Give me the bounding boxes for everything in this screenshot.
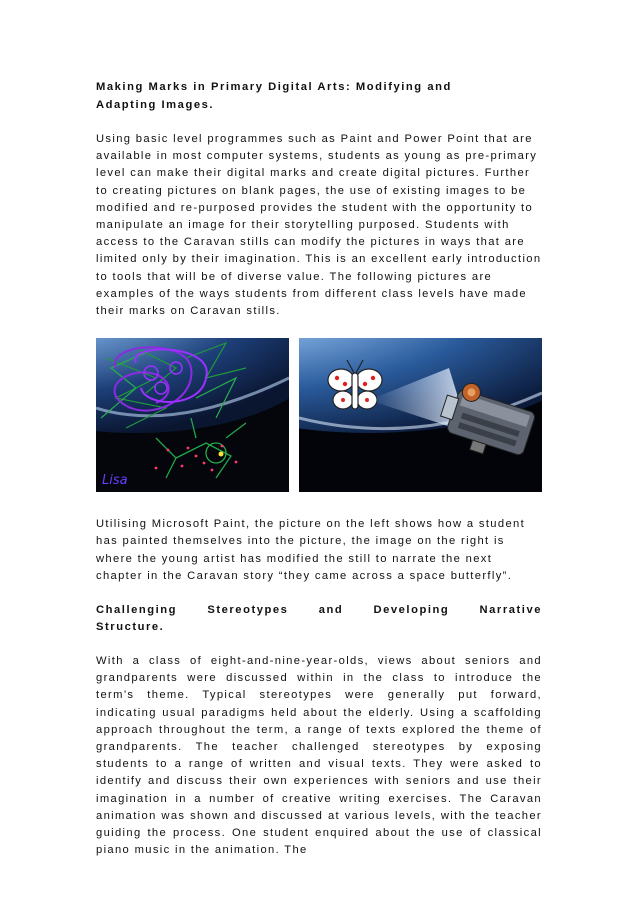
heading-word: Developing	[373, 604, 450, 617]
heading-word: Narrative	[479, 604, 542, 617]
student-signature: Lisa	[102, 473, 128, 489]
heading-2-line-2	[96, 619, 542, 636]
heading-line-1: Making Marks in Primary Digital Arts: Modifying and	[96, 81, 452, 93]
heading-word: and	[318, 604, 344, 617]
heading-word: Challenging	[96, 604, 178, 617]
space-butterfly-right-image	[299, 338, 542, 492]
student-painting-left-image	[96, 338, 289, 492]
heading-word: Stereotypes	[207, 604, 289, 617]
document-page	[96, 78, 542, 859]
heading-2-line-1	[96, 602, 542, 619]
stereotypes-paragraph: With a class of eight-and-nine-year-olds, views about seniors and grandparents were discussed within in the class to introduce the term’s theme. Typical stereotypes were generally put forward, indicating usual paradigms held about the elderly. Using a scaffolding approach throughout the term, a range of texts explored the theme of grandparents. The teacher challenged stereotypes by exposing students to a range of written and visual texts. They were asked to identify and discuss their own experiences with seniors and use their imagination in a number of creative writing exercises. The Caravan animation was shown and discussed at various levels, with the teacher guiding the process. One student enquired about the use of classical piano music in the animation. The	[96, 655, 542, 857]
heading-line-2: Adapting Images.	[96, 99, 215, 111]
image-caption: Utilising Microsoft Paint, the picture on the left shows how a student has painted themselves into the picture, the image on the right is where the young artist has modified the still to narrate the next chapter in the Caravan story “they came across a space butterfly”.	[96, 518, 526, 582]
heading-word: Structure.	[96, 621, 165, 634]
image-row	[96, 338, 542, 494]
section-heading-2	[96, 602, 542, 636]
intro-paragraph: Using basic level programmes such as Paint and Power Point that are available in most computer systems, students as young as pre-primary level can make their digital marks and create digital pictures. Further to creating pictures on blank pages, the use of existing images to be modified and re-purposed provides the student with the opportunity to manipulate an image for their storytelling purposed. Students with access to the Caravan stills can modify the pictures in ways that are limited only by their imagination. This is an excellent early introduction to tools that will be of diverse value. The following pictures are examples of the ways students from different class levels have made their marks on Caravan stills.	[96, 133, 542, 318]
section-heading-1	[96, 78, 542, 114]
